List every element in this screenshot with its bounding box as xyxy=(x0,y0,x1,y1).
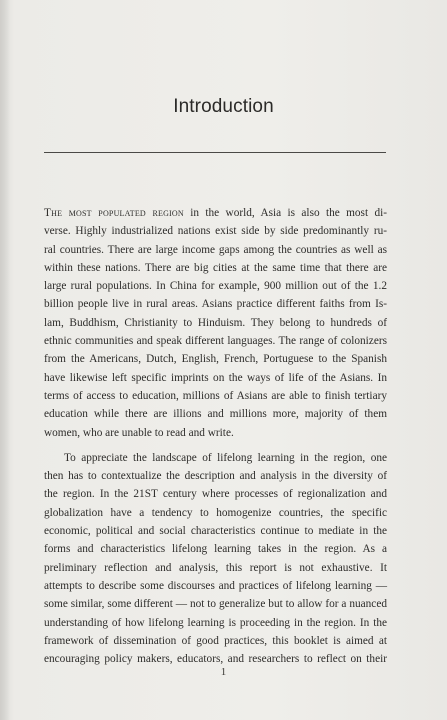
paragraph-line: economic, political and social characteristics continue to mediate in the xyxy=(44,525,387,538)
paragraph-line xyxy=(44,204,387,222)
paragraph-line: ral countries. There are large income gaps among the countries as well as xyxy=(44,243,387,256)
paragraph-line: large rural populations. In China for example, 900 million out of the 1.2 xyxy=(44,280,387,293)
lead-in-smallcaps: The most populated region xyxy=(44,207,184,219)
body-text xyxy=(44,204,387,668)
paragraph-1 xyxy=(44,204,387,442)
paragraph-line: verse. Highly industrialized nations exist side by side predominantly ru- xyxy=(44,225,387,238)
paragraph-line: ethnic communities and speak different languages. The range of colonizers xyxy=(44,335,387,348)
paragraph-line: terms of access to education, millions of Asians are able to finish tertiary xyxy=(44,389,387,402)
paragraph-line: the region. In the 21ST century where processes of regionalization and xyxy=(44,488,387,501)
chapter-title: Introduction xyxy=(173,96,274,117)
paragraph-line: globalization have a tendency to homogenize countries, the specific xyxy=(44,506,387,519)
paragraph-line: encouraging policy makers, educators, and researchers to reflect on their xyxy=(44,653,387,666)
paragraph-2 xyxy=(44,449,387,669)
paragraph-line: billion people live in rural areas. Asians practice different faiths from Is- xyxy=(44,298,387,311)
paragraph-line: attempts to describe some discourses and practices of lifelong learning — xyxy=(44,579,387,592)
paragraph-line: lam, Buddhism, Christianity to Hinduism. They belong to hundreds of xyxy=(44,316,387,329)
paragraph-line: then has to contextualize the description and analysis in the diversity of xyxy=(44,470,387,483)
paragraph-line: have likewise left specific imprints on the ways of life of the Asians. In xyxy=(44,371,387,384)
paragraph-line: understanding of how lifelong learning is proceeding in the region. In the xyxy=(44,616,387,629)
paragraph-line: preliminary reflection and analysis, this report is not exhaustive. It xyxy=(44,561,387,574)
paragraph-line: framework of dissemination of good practices, this booklet is aimed at xyxy=(44,634,387,647)
paragraph-spacer xyxy=(44,442,387,449)
paragraph-line: from the Americans, Dutch, English, French, Portuguese to the Spanish xyxy=(44,353,387,366)
title-rule xyxy=(44,152,386,153)
paragraph-line: forms and characteristics lifelong learning takes in the region. As a xyxy=(44,543,387,556)
paragraph-line: some similar, some different — not to generalize but to allow for a nuanced xyxy=(44,598,387,611)
paragraph-line: within these nations. There are big cities at the same time that there are xyxy=(44,261,387,274)
paragraph-line: To appreciate the landscape of lifelong learning in the region, one xyxy=(64,451,387,464)
page-number: 1 xyxy=(220,666,227,678)
lead-in-rest: in the world, Asia is also the most di- xyxy=(183,207,388,219)
paragraph-line: women, who are unable to read and write. xyxy=(44,426,234,439)
paragraph-line: education while there are illions and millions more, majority of them xyxy=(44,408,387,421)
